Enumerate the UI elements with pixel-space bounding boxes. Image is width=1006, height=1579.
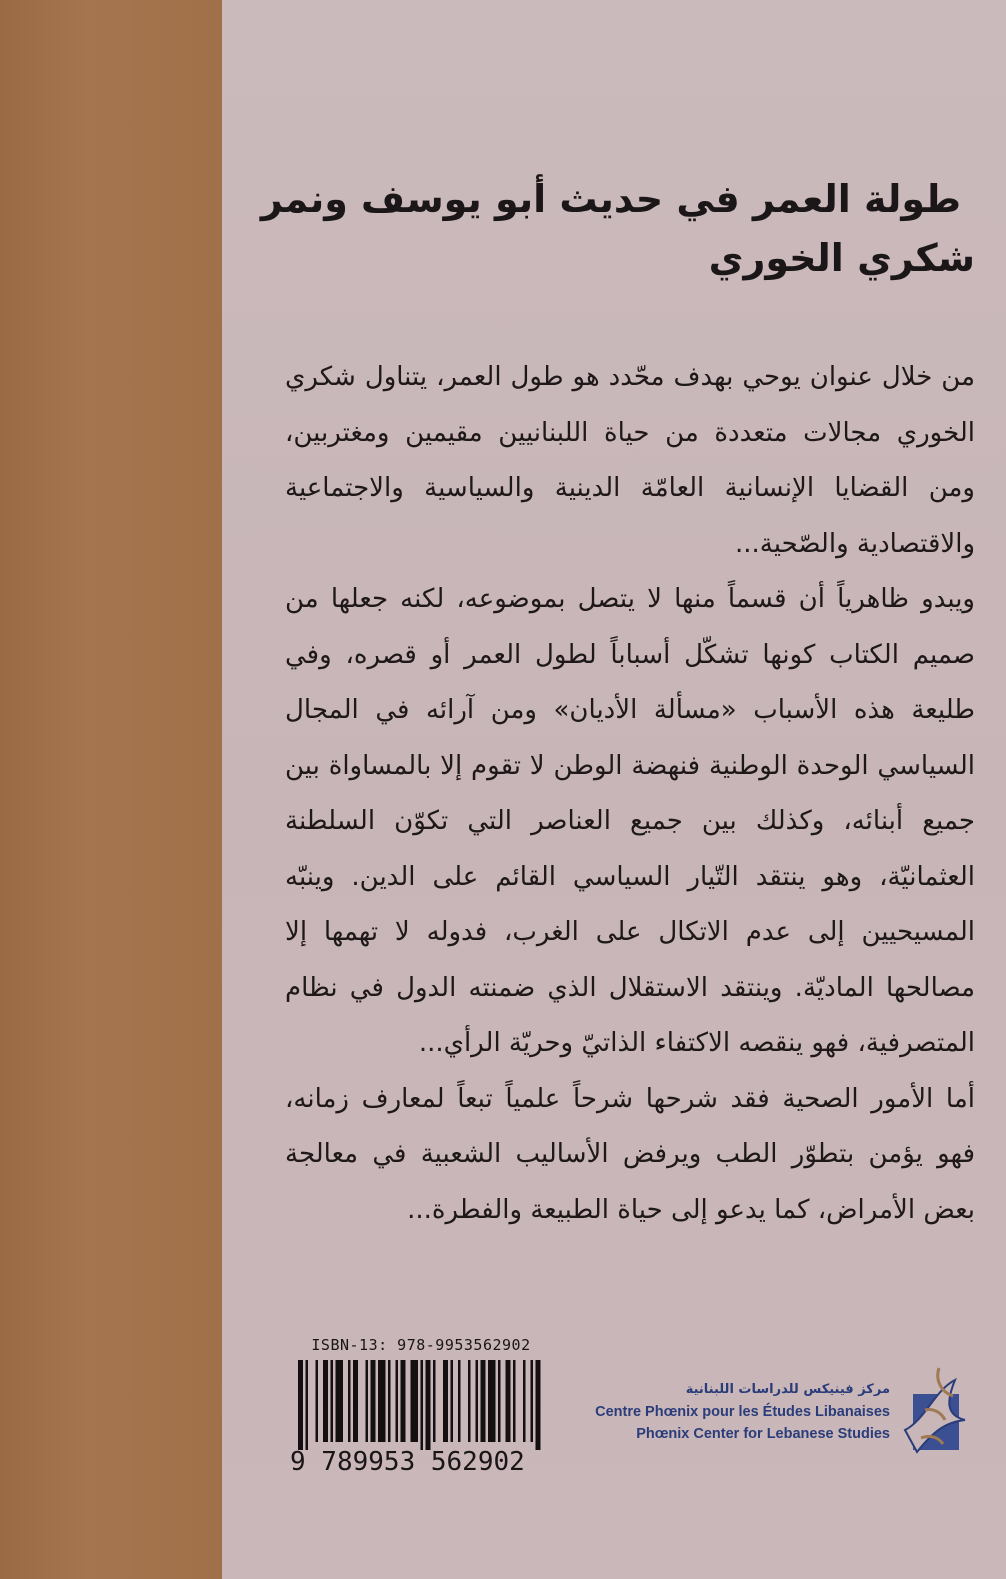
blurb-paragraph-2: ويبدو ظاهرياً أن قسماً منها لا يتصل بموضوعه، لكنه جعلها من صميم الكتاب كونها تشكّل أسباباً لطول العمر أو قصره، وفي طليعة هذه الأسباب «مسألة الأديان» ومن آرائه في المجال السياسي الوحدة الوطنية فنهضة الوطن لا تقوم إلا بالمساواة بين جميع أبنائه، وكذلك بين جميع العناصر التي تكوّن السلطنة العثمانيّة، وهو ينتقد التّيار السياسي القائم على الدين. وينبّه المسيحيين إلى عدم الاتكال على الغرب، فدوله لا تهمها إلا مصالحها الماديّة. وينتقد الاستقلال الذي ضمنته الدول في نظام المتصرفية، فهو ينقصه الاكتفاء الذاتيّ وحريّة الرأي... (285, 584, 975, 1058)
barcode-bar (298, 1360, 303, 1450)
barcode-bar (388, 1360, 391, 1442)
book-title: طولة العمر في حديث أبو يوسف ونمر (260, 177, 961, 221)
blurb-paragraph-3: أما الأمور الصحية فقد شرحها شرحاً علمياً تبعاً لمعارف زمانه، فهو يؤمن بتطوّر الطب ويرفض الأساليب الشعبية في معالجة بعض الأمراض، كما يدعو إلى حياة الطبيعة والفطرة... (285, 1083, 975, 1225)
barcode-bar (306, 1360, 309, 1450)
publisher-name-arabic: مركز فينيكس للدراسات اللبنانية (685, 1382, 890, 1397)
barcode-bars (298, 1360, 548, 1450)
barcode-bar (433, 1360, 436, 1442)
barcode-bar (331, 1360, 334, 1442)
barcode-bar (458, 1360, 461, 1442)
barcode-bar (426, 1360, 431, 1450)
barcode-bar (336, 1360, 344, 1442)
barcode-bar (366, 1360, 369, 1442)
title-row (260, 176, 975, 222)
blurb-text (285, 350, 975, 1238)
barcode-bar (506, 1360, 511, 1442)
barcode-bar (401, 1360, 406, 1442)
barcode-bar (443, 1360, 448, 1442)
barcode-bar (481, 1360, 486, 1442)
barcode-bar (411, 1360, 419, 1442)
book-spine (0, 0, 222, 1579)
barcode-bar (451, 1360, 454, 1442)
barcode-bar (316, 1360, 319, 1442)
isbn-label: ISBN-13: 978-9953562902 (311, 1336, 531, 1354)
barcode-bar (323, 1360, 328, 1442)
phoenix-logo-icon (895, 1360, 977, 1470)
barcode-bar (421, 1360, 424, 1450)
publisher-name-english: Phœnix Center for Lebanese Studies (636, 1426, 890, 1442)
publisher-name-french: Centre Phœnix pour les Études Libanaises (595, 1404, 890, 1420)
barcode-bar (523, 1360, 526, 1442)
barcode-bar (468, 1360, 471, 1442)
barcode-bar (396, 1360, 399, 1442)
barcode-bar (348, 1360, 351, 1442)
barcode-bar (513, 1360, 516, 1442)
barcode-digits: 9 789953 562902 (290, 1447, 525, 1477)
barcode-bar (531, 1360, 534, 1442)
barcode-bar (353, 1360, 358, 1442)
isbn-barcode (290, 1336, 552, 1478)
book-author: شكري الخوري (708, 236, 975, 280)
barcode-bar (378, 1360, 386, 1442)
publisher-block (560, 1382, 890, 1445)
blurb-paragraph-1: من خلال عنوان يوحي بهدف محّدد هو طول العمر، يتناول شكري الخوري مجالات متعددة من حياة اللبنانيين مقيمين ومغتربين، ومن القضايا الإنسانية العامّة الدينية والسياسية والاجتماعية والاقتصادية والصّحية... (285, 362, 975, 559)
barcode-bar (371, 1360, 376, 1442)
barcode-bar (476, 1360, 479, 1442)
barcode-bar (498, 1360, 501, 1442)
barcode-bar (488, 1360, 496, 1442)
barcode-bar (536, 1360, 541, 1450)
